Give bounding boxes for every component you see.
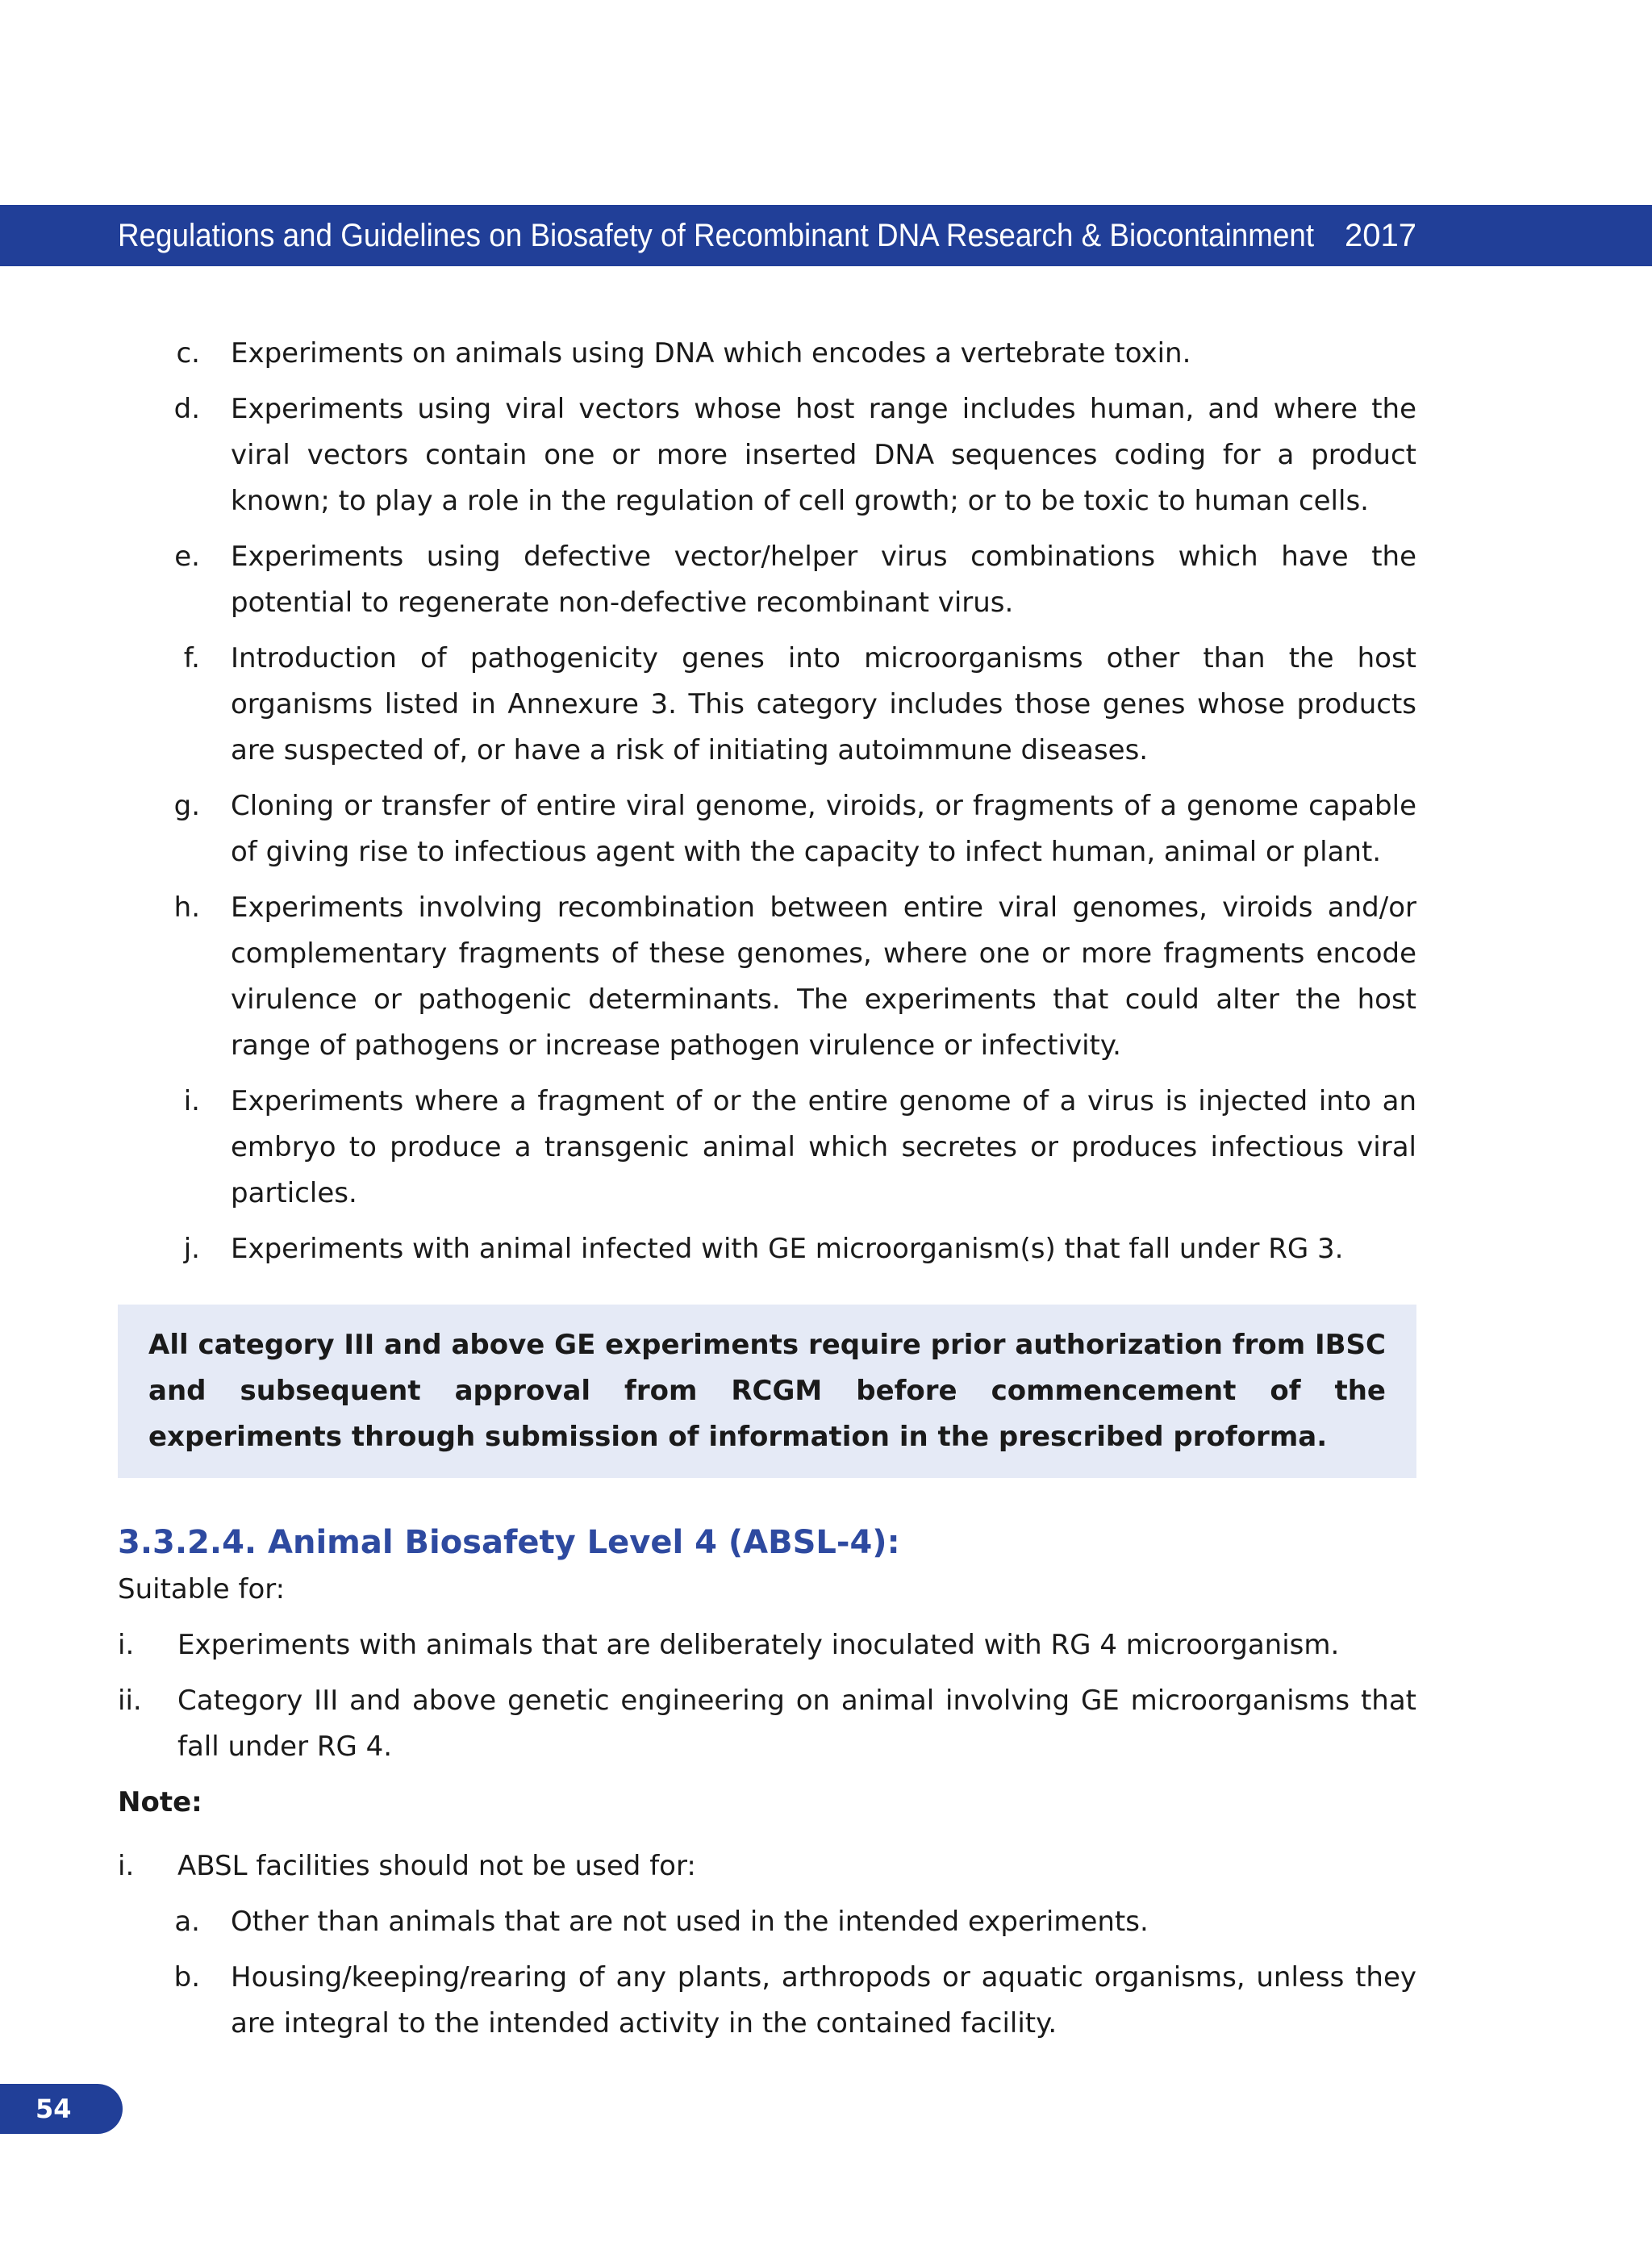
list-item xyxy=(118,1622,1416,1668)
list-marker: i. xyxy=(118,1850,135,1882)
list-item xyxy=(118,1678,1416,1770)
list-item-text: Category III and above genetic engineering on animal involving GE microorganisms that fall under RG 4. xyxy=(177,1685,1416,1763)
list-marker: f. xyxy=(183,642,200,674)
list-marker: d. xyxy=(173,393,200,425)
list-item-text: Experiments where a fragment of or the entire genome of a virus is injected into an embryo to produce a transgenic animal which secretes or produces infectious viral particles. xyxy=(231,1085,1416,1209)
list-item xyxy=(118,636,1416,774)
list-item xyxy=(118,1843,1416,1889)
list-item xyxy=(118,783,1416,875)
authorization-note-box xyxy=(118,1305,1416,1478)
list-item-text: Experiments involving recombination between entire viral genomes, viroids and/or complementary fragments of these genomes, where one or more fragments encode virulence or pathogenic determinants. The experiments that could alter the host range of pathogens or increase pathogen virulence or infectivity. xyxy=(231,891,1416,1062)
list-marker: h. xyxy=(173,891,200,924)
list-item xyxy=(118,1226,1416,1272)
list-item xyxy=(118,885,1416,1069)
list-item-text: Housing/keeping/rearing of any plants, arthropods or aquatic organisms, unless they are integral to the intended activity in the contained facility. xyxy=(231,1961,1416,2040)
list-marker: i. xyxy=(118,1629,135,1661)
section-intro: Suitable for: xyxy=(118,1573,286,1605)
page-number: 54 xyxy=(35,2094,72,2124)
list-item-text: Experiments with animals that are deliberately inoculated with RG 4 microorganism. xyxy=(177,1629,1340,1661)
list-marker: c. xyxy=(176,337,200,369)
document-year: 2017 xyxy=(1345,218,1416,253)
authorization-note-text: All category III and above GE experiments require prior authorization from IBSC and subsequent approval from RCGM before commencement of the experiments through submission of information in the prescribed proforma. xyxy=(148,1329,1386,1453)
list-marker: ii. xyxy=(118,1685,142,1717)
list-marker: b. xyxy=(173,1961,200,1994)
note-label: Note: xyxy=(118,1786,202,1818)
list-marker: g. xyxy=(173,790,200,822)
list-marker: e. xyxy=(174,541,200,573)
list-item-text: Experiments using defective vector/helper virus combinations which have the potential to regenerate non-defective recombinant virus. xyxy=(231,541,1416,619)
list-item xyxy=(118,386,1416,524)
list-item-text: Other than animals that are not used in the intended experiments. xyxy=(231,1906,1149,1938)
list-item xyxy=(118,1079,1416,1217)
list-item xyxy=(118,1955,1416,2047)
page-content xyxy=(118,331,1416,2056)
list-item-text: Experiments using viral vectors whose host range includes human, and where the viral vectors contain one or more inserted DNA sequences coding for a product known; to play a role in the regulation of cell growth; or to be toxic to human cells. xyxy=(231,393,1416,517)
list-marker: j. xyxy=(183,1233,200,1265)
list-item xyxy=(118,534,1416,626)
list-item-text: Cloning or transfer of entire viral genome, viroids, or fragments of a genome capable of giving rise to infectious agent with the capacity to infect human, animal or plant. xyxy=(231,790,1416,868)
list-item-text: Introduction of pathogenicity genes into microorganisms other than the host organisms listed in Annexure 3. This category includes those genes whose products are suspected of, or have a risk of initiating autoimmune diseases. xyxy=(231,642,1416,766)
list-marker: i. xyxy=(183,1085,200,1117)
list-item-text: Experiments on animals using DNA which encodes a vertebrate toxin. xyxy=(231,337,1191,369)
list-item xyxy=(118,1899,1416,1945)
list-marker: a. xyxy=(174,1906,200,1938)
list-item xyxy=(118,331,1416,377)
list-item-text: ABSL facilities should not be used for: xyxy=(177,1850,696,1882)
list-item-text: Experiments with animal infected with GE microorganism(s) that fall under RG 3. xyxy=(231,1233,1344,1265)
document-title: Regulations and Guidelines on Biosafety of Recombinant DNA Research & Biocontainment xyxy=(118,218,1315,253)
section-heading: 3.3.2.4. Animal Biosafety Level 4 (ABSL-4): xyxy=(118,1524,900,1561)
